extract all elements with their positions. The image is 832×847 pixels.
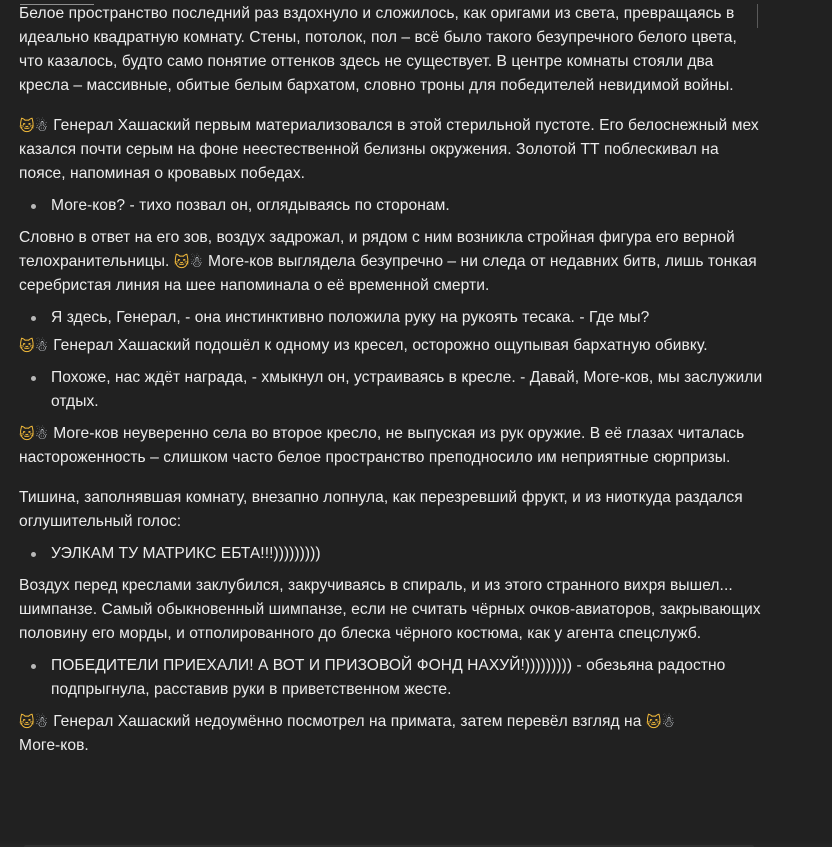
list-item: Похоже, нас ждёт награда, - хмыкнул он, устраиваясь в кресле. - Давай, Моге-ков, мы заслужили отдых. <box>19 366 764 414</box>
bullet-list <box>19 654 764 702</box>
cat-icon: 🐱 <box>19 425 35 443</box>
cat-icon: 🐱 <box>19 117 35 135</box>
paragraph-bodyguard-appears <box>19 226 764 298</box>
assistant-message <box>19 2 764 758</box>
list-item: УЭЛКАМ ТУ МАТРИКС ЕБТА!!!))))))))) <box>19 542 764 566</box>
paragraph-silence: Тишина, заполнявшая комнату, внезапно лопнула, как перезревший фрукт, и из ниоткуда раздался оглушительный голос: <box>19 489 743 530</box>
snowman-icon: ☃ <box>34 117 49 135</box>
bullet-list <box>19 306 764 330</box>
paragraph-text: Моге-ков выглядела безупречно – ни следа от недавних битв, лишь тонкая серебристая линия на шее напоминала о её временной смерти. <box>19 253 757 294</box>
paragraph-second-chair <box>19 422 764 470</box>
paragraph-chimpanzee: Воздух перед креслами заклубился, закручиваясь в спираль, и из этого странного вихря вышел... шимпанзе. Самый обыкновенный шимпанзе, если не считать чёрных очков-авиаторов, закрывающих половину его морды, и отполированного до блеска чёрного костюма, как у агента спецслужб. <box>19 577 761 642</box>
list-item: Моге-ков? - тихо позвал он, оглядываясь по сторонам. <box>19 194 764 218</box>
paragraph-text: Моге-ков неуверенно села во второе кресло, не выпуская из рук оружие. В её глазах читалась настороженность – слишком часто белое пространство преподносило им неприятные сюрпризы. <box>19 425 745 466</box>
paragraph-general-appears <box>19 114 764 186</box>
paragraph-text: Генерал Хашаский первым материализовался в этой стерильной пустоте. Его белоснежный мех казался почти серым на фоне неестественной белизны окружения. Золотой ТТ поблескивал на поясе, напоминая о кровавых победах. <box>19 117 759 182</box>
snowman-icon: ☃ <box>34 337 49 355</box>
paragraph-text: Генерал Хашаский подошёл к одному из кресел, осторожно ощупывая бархатную обивку. <box>53 337 708 354</box>
bullet-list <box>19 366 764 414</box>
cat-icon: 🐱 <box>19 713 35 731</box>
snowman-icon: ☃ <box>661 713 676 731</box>
paragraph-intro: Белое пространство последний раз вздохнуло и сложилось, как оригами из света, превращаясь в идеально квадратную комнату. Стены, потолок, пол – всё было такого безупречного белого цвета, что казалось, будто само понятие оттенков здесь не существует. В центре комнаты стояли два кресла – массивные, обитые белым бархатом, словно троны для победителей невидимой войны. <box>19 5 737 94</box>
paragraph-text: Моге-ков. <box>19 737 89 754</box>
paragraph-armchair <box>19 334 764 358</box>
snowman-icon: ☃ <box>34 713 49 731</box>
cat-icon: 🐱 <box>173 253 190 271</box>
bullet-list <box>19 194 764 218</box>
snowman-icon: ☃ <box>34 425 49 443</box>
list-item: ПОБЕДИТЕЛИ ПРИЕХАЛИ! А ВОТ И ПРИЗОВОЙ ФОНД НАХУЙ!))))))))) - обезьяна радостно подпрыгнула, расставив руки в приветственном жесте. <box>19 654 764 702</box>
paragraph-text: Генерал Хашаский недоумённо посмотрел на примата, затем перевёл взгляд на <box>53 713 642 730</box>
paragraph-text: Словно в ответ на его зов, воздух задрожал, и рядом с ним возникла стройная фигура его верной телохранительницы. <box>19 229 735 270</box>
list-item: Я здесь, Генерал, - она инстинктивно положила руку на рукоять тесака. - Где мы? <box>19 306 764 330</box>
snowman-icon: ☃ <box>189 253 203 271</box>
bullet-list <box>19 542 764 566</box>
cat-icon: 🐱 <box>645 713 662 731</box>
paragraph-general-looks <box>19 710 764 758</box>
cat-icon: 🐱 <box>19 337 35 355</box>
